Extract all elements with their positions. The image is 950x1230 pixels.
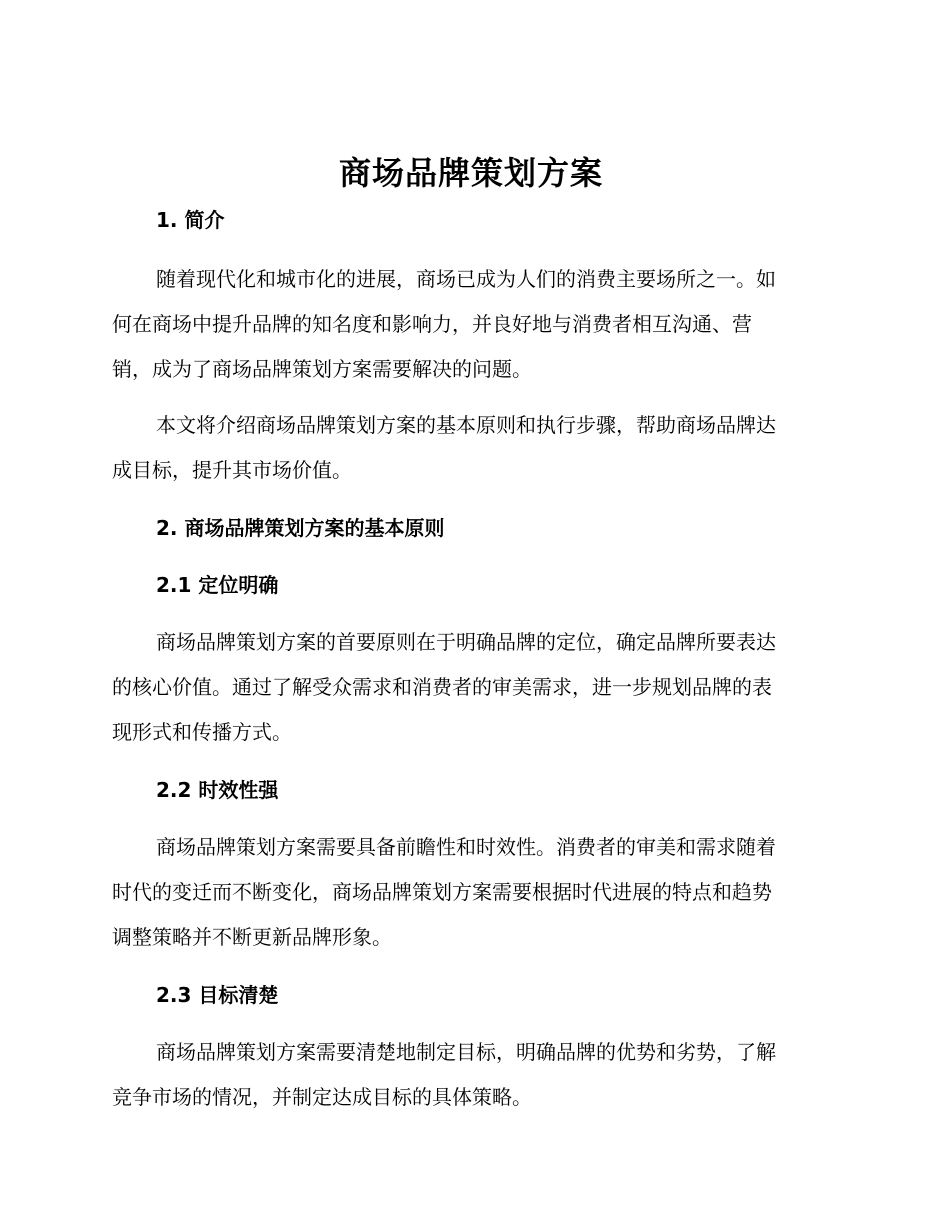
text-line: 调整策略并不断更新品牌形象。 <box>112 925 392 949</box>
text-line: 商场品牌策划方案需要清楚地制定目标，明确品牌的优势和劣势，了解 <box>156 1040 776 1064</box>
text-line: 的核心价值。通过了解受众需求和消费者的审美需求，进一步规划品牌的表 <box>112 675 772 699</box>
text-line: 何在商场中提升品牌的知名度和影响力，并良好地与消费者相互沟通、营 <box>112 312 752 336</box>
paragraph-positioning <box>112 620 830 755</box>
text-line: 本文将介绍商场品牌策划方案的基本原则和执行步骤，帮助商场品牌达 <box>156 413 776 437</box>
paragraph-intro-1 <box>112 257 830 392</box>
text-line: 竞争市场的情况，并制定达成目标的具体策略。 <box>112 1085 532 1109</box>
text-line: 现形式和传播方式。 <box>112 720 292 744</box>
text-line: 成目标，提升其市场价值。 <box>112 458 352 482</box>
text-line: 商场品牌策划方案的首要原则在于明确品牌的定位，确定品牌所要表达 <box>156 630 776 654</box>
heading-positioning: 2.1 定位明确 <box>156 573 279 597</box>
paragraph-intro-2 <box>112 403 830 493</box>
heading-goals: 2.3 目标清楚 <box>156 983 279 1007</box>
text-line: 随着现代化和城市化的进展，商场已成为人们的消费主要场所之一。如 <box>156 267 776 291</box>
paragraph-timeliness <box>112 825 830 960</box>
document-page <box>112 150 830 1109</box>
text-line: 销，成为了商场品牌策划方案需要解决的问题。 <box>112 357 532 381</box>
heading-timeliness: 2.2 时效性强 <box>156 778 279 802</box>
heading-principles: 2. 商场品牌策划方案的基本原则 <box>156 516 445 540</box>
text-line: 时代的变迁而不断变化，商场品牌策划方案需要根据时代进展的特点和趋势 <box>112 880 772 904</box>
document-title: 商场品牌策划方案 <box>338 154 603 192</box>
heading-intro: 1. 简介 <box>156 208 225 232</box>
text-line: 商场品牌策划方案需要具备前瞻性和时效性。消费者的审美和需求随着 <box>156 835 776 859</box>
paragraph-goals <box>112 1030 830 1120</box>
